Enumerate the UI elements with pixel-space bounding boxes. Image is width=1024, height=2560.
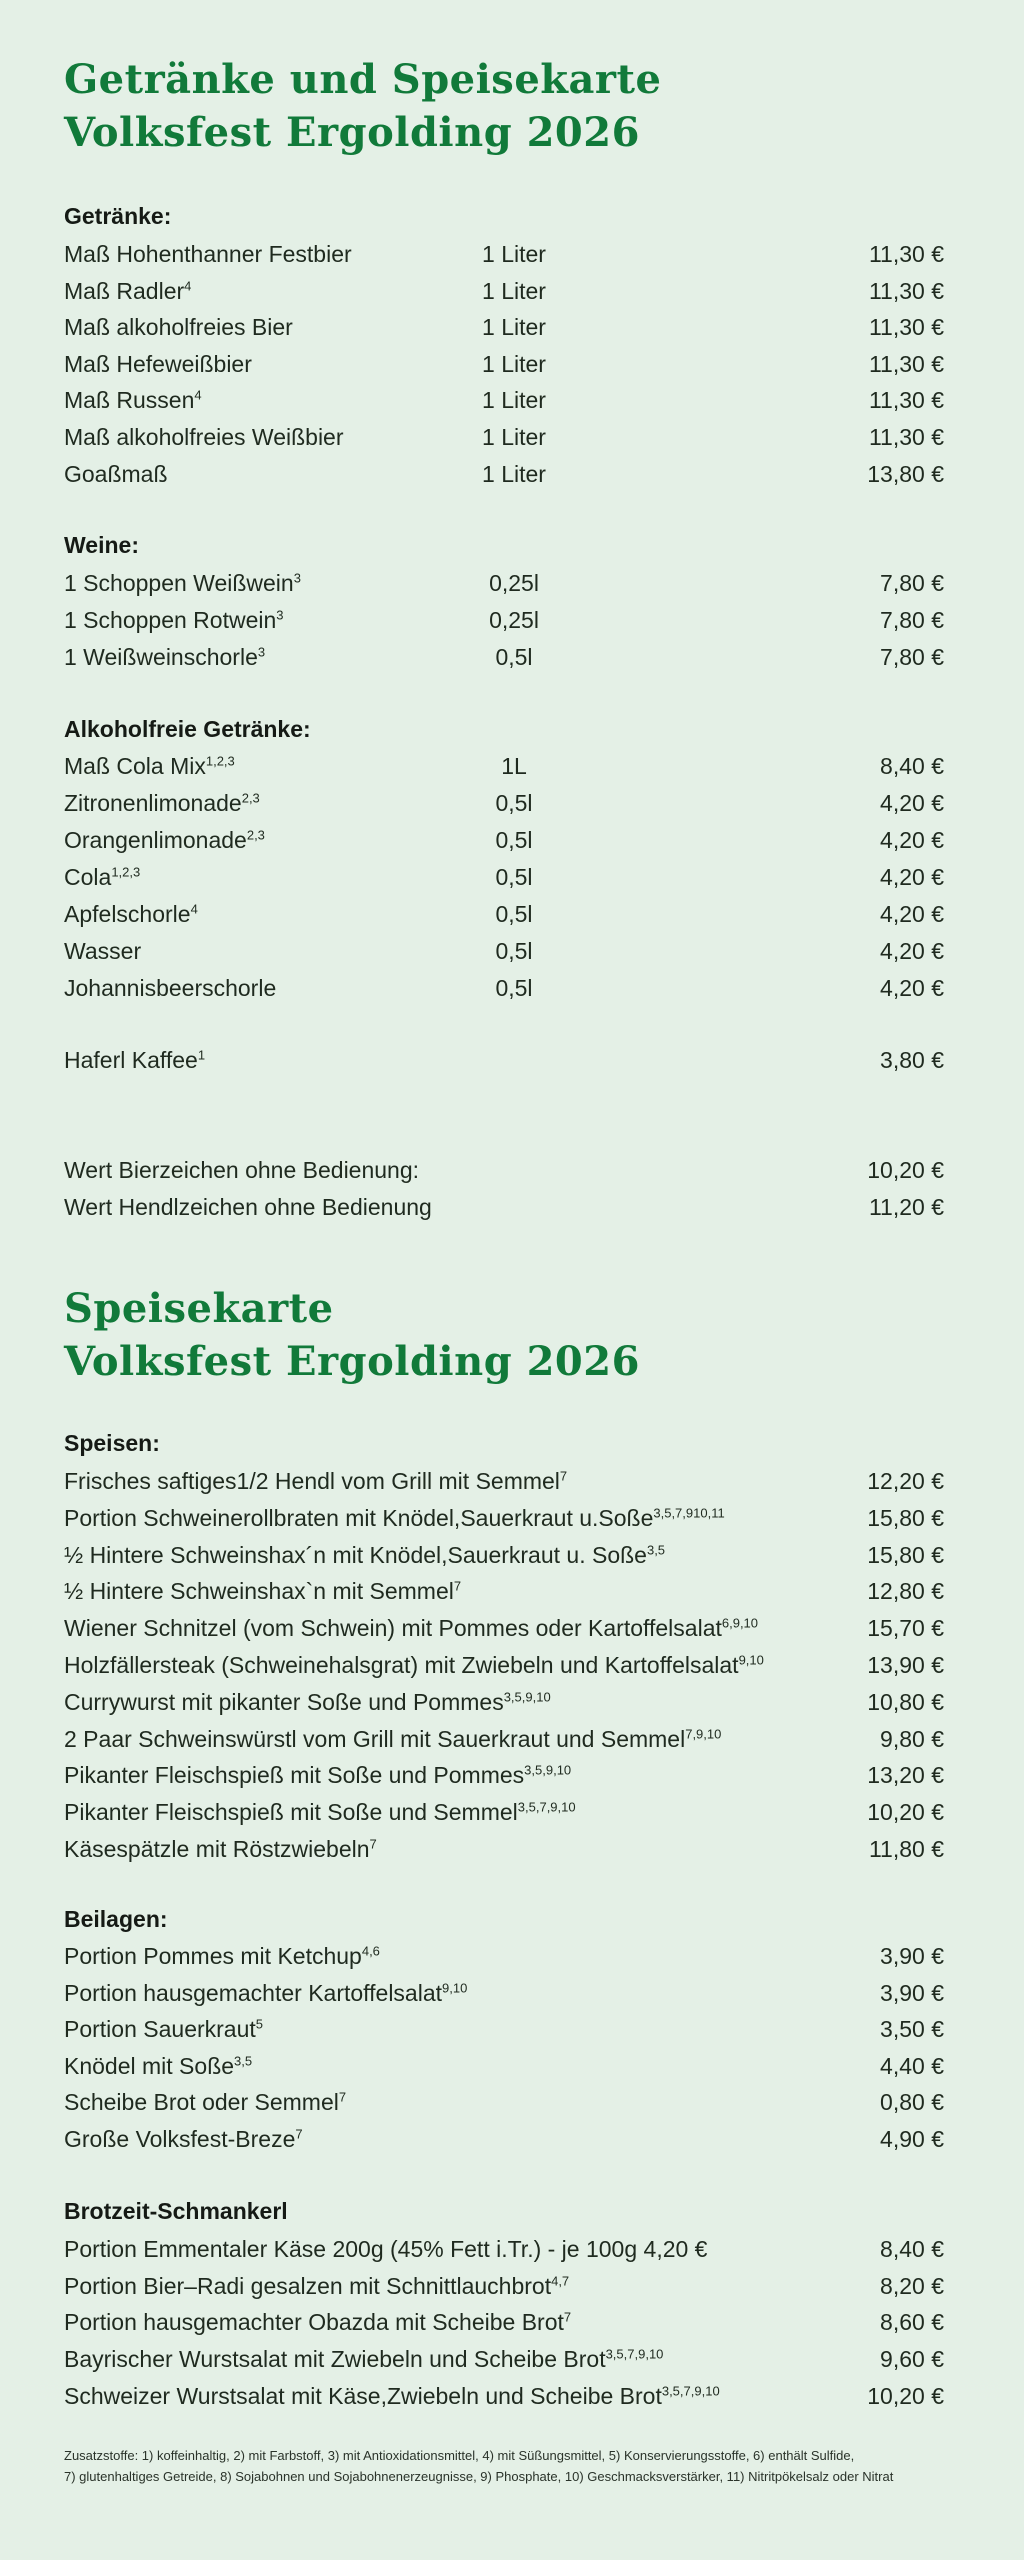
item-name-text: Wert Bierzeichen ohne Bedienung: bbox=[64, 1157, 420, 1183]
item-name bbox=[64, 2011, 263, 2047]
item-name-text: Frisches saftiges1/2 Hendl vom Grill mit Semmel bbox=[64, 1468, 560, 1494]
item-name bbox=[64, 1042, 205, 1078]
item-quantity: 0,5l bbox=[495, 864, 533, 890]
item-price: 13,20 € bbox=[867, 1762, 944, 1789]
item-price: 13,90 € bbox=[867, 1652, 944, 1678]
item-name bbox=[64, 748, 235, 784]
item-quantity: 0,25l bbox=[489, 607, 539, 633]
item-price: 11,80 € bbox=[868, 1836, 944, 1862]
item-name bbox=[64, 2048, 252, 2084]
item-quantity: 1 Liter bbox=[482, 424, 546, 450]
item-name-text: Portion Schweinerollbraten mit Knödel,Sauerkraut u.Soße bbox=[64, 1504, 654, 1531]
additive-marker: 7 bbox=[559, 1468, 568, 1484]
item-price: 10,20 € bbox=[867, 2382, 944, 2409]
item-price: 13,80 € bbox=[867, 460, 944, 487]
item-name-text: 2 Paar Schweinswürstl vom Grill mit Sauerkraut und Semmel bbox=[64, 1725, 686, 1752]
item-price: 3,90 € bbox=[880, 1979, 944, 2006]
item-name bbox=[64, 565, 301, 601]
menu-row bbox=[64, 822, 944, 858]
item-price: 11,30 € bbox=[868, 387, 944, 414]
item-name bbox=[64, 859, 140, 895]
additive-marker: 9,10 bbox=[442, 1979, 468, 1995]
item-price: 4,20 € bbox=[880, 975, 944, 1001]
item-price: 3,80 € bbox=[880, 1047, 944, 1073]
item-name-text: Currywurst mit pikanter Soße und Pommes bbox=[64, 1688, 504, 1715]
item-name bbox=[64, 382, 202, 418]
drinks-title-line2: Volksfest Ergolding 2026 bbox=[64, 109, 640, 156]
item-price: 12,80 € bbox=[867, 1578, 944, 1605]
food-title-line2: Volksfest Ergolding 2026 bbox=[64, 1338, 640, 1385]
item-price: 11,30 € bbox=[868, 350, 944, 377]
menu-row bbox=[64, 456, 944, 492]
menu-row bbox=[64, 1573, 944, 1609]
item-name-text: Portion hausgemachter Obazda mit Scheibe Brot bbox=[64, 2309, 564, 2336]
item-name-text: Maß alkoholfreies Weißbier bbox=[64, 424, 344, 450]
additive-marker: 3,5,7,9,10 bbox=[517, 1799, 576, 1815]
additive-marker: 9,10 bbox=[738, 1652, 764, 1668]
item-price: 15,80 € bbox=[867, 1504, 944, 1531]
item-name bbox=[64, 456, 168, 492]
item-name bbox=[64, 602, 284, 638]
additive-marker: 4 bbox=[190, 901, 198, 917]
item-name bbox=[64, 2231, 707, 2267]
item-name-text: Maß Russen bbox=[64, 387, 195, 414]
section-heading-brotzeit: Brotzeit-Schmankerl bbox=[64, 2198, 288, 2224]
item-price: 3,90 € bbox=[880, 1943, 944, 1969]
menu-row bbox=[64, 1610, 944, 1646]
item-price: 7,80 € bbox=[880, 644, 944, 670]
menu-row bbox=[64, 639, 944, 675]
item-name-text: Pikanter Fleischspieß mit Soße und Semmel bbox=[64, 1799, 518, 1826]
menu-row bbox=[64, 1721, 944, 1757]
menu-row bbox=[64, 2378, 944, 2414]
item-name bbox=[64, 822, 265, 858]
additive-marker: 7 bbox=[453, 1578, 462, 1594]
item-name bbox=[64, 1975, 467, 2011]
footnote-line1: Zusatzstoffe: 1) koffeinhaltig, 2) mit Farbstoff, 3) mit Antioxidationsmittel, 4) mit Süßungsmittel, 5) Konservierungsstoffe, 6) enthält Sulfide, bbox=[64, 2448, 855, 2463]
section-heading-weine: Weine: bbox=[64, 532, 139, 558]
section-heading-alkoholfrei: Alkoholfreie Getränke: bbox=[64, 716, 311, 742]
additive-marker: 1,2,3 bbox=[205, 753, 235, 769]
item-name bbox=[64, 1757, 571, 1793]
item-name bbox=[64, 273, 191, 309]
item-price: 10,20 € bbox=[867, 1799, 944, 1826]
item-price: 7,80 € bbox=[880, 570, 944, 596]
additive-marker: 6,9,10 bbox=[721, 1615, 759, 1631]
item-price: 4,20 € bbox=[880, 901, 944, 927]
item-quantity: 1 Liter bbox=[482, 350, 546, 377]
menu-row bbox=[64, 236, 944, 272]
item-name bbox=[64, 1537, 665, 1573]
menu-row bbox=[64, 1152, 944, 1188]
item-price: 7,80 € bbox=[880, 607, 944, 633]
menu-row bbox=[64, 859, 944, 895]
menu-row bbox=[64, 1757, 944, 1793]
item-name-text: Holzfällersteak (Schweinehalsgrat) mit Zwiebeln und Kartoffelsalat bbox=[64, 1652, 739, 1678]
item-quantity: 1 Liter bbox=[482, 314, 546, 341]
item-name bbox=[64, 2121, 303, 2157]
menu-row bbox=[64, 1794, 944, 1830]
section-heading-getraenke: Getränke: bbox=[64, 203, 172, 229]
item-price: 11,30 € bbox=[868, 314, 944, 341]
footnote-line2: 7) glutenhaltiges Getreide, 8) Sojabohnen und Sojabohnenerzeugnisse, 9) Phosphate, 10) Geschmacksverstärker, 11) Nitritpökelsalz oder Nitrat bbox=[64, 2469, 894, 2484]
item-quantity: 0,5l bbox=[495, 938, 533, 964]
item-name-text: Portion Bier–Radi gesalzen mit Schnittlauchbrot bbox=[64, 2272, 552, 2299]
additive-marker: 3,5 bbox=[234, 2053, 253, 2069]
menu-row bbox=[64, 1500, 944, 1536]
additive-marker: 2,3 bbox=[246, 827, 265, 843]
item-name bbox=[64, 1721, 721, 1757]
menu-row bbox=[64, 273, 944, 309]
item-price: 10,80 € bbox=[867, 1688, 944, 1715]
item-quantity: 1 Liter bbox=[482, 241, 546, 267]
additive-marker: 3 bbox=[257, 644, 266, 660]
menu-row bbox=[64, 896, 944, 932]
item-name bbox=[64, 933, 141, 969]
item-name-text: Portion Sauerkraut bbox=[64, 2016, 256, 2043]
menu-row bbox=[64, 1537, 944, 1573]
food-title-line1: Speisekarte bbox=[64, 1285, 334, 1332]
item-name-text: Zitronenlimonade bbox=[64, 790, 242, 816]
additive-marker: 3,5,7,9,10 bbox=[605, 2346, 664, 2362]
additive-marker: 7 bbox=[295, 2126, 303, 2142]
item-name bbox=[64, 2084, 346, 2120]
item-name bbox=[64, 1463, 567, 1499]
menu-row bbox=[64, 1831, 944, 1867]
item-price: 11,30 € bbox=[868, 424, 944, 450]
item-name-text: Portion Pommes mit Ketchup bbox=[64, 1943, 362, 1969]
item-quantity: 1 Liter bbox=[482, 277, 546, 304]
item-name bbox=[64, 236, 352, 272]
item-name-text: ½ Hintere Schweinshax´n mit Knödel,Sauerkraut u. Soße bbox=[64, 1541, 647, 1568]
item-name-text: Käsespätzle mit Röstzwiebeln bbox=[64, 1836, 370, 1862]
item-name bbox=[64, 2268, 569, 2304]
menu-row bbox=[64, 2011, 944, 2047]
item-name-text: 1 Schoppen Rotwein bbox=[64, 607, 277, 633]
item-name-text: Maß Hefeweißbier bbox=[64, 350, 252, 377]
menu-row bbox=[64, 1684, 944, 1720]
additive-marker: 1,2,3 bbox=[111, 864, 141, 880]
item-quantity: 1 Liter bbox=[482, 387, 546, 414]
menu-row bbox=[64, 1938, 944, 1974]
item-name bbox=[64, 785, 260, 821]
item-name-text: Maß Cola Mix bbox=[64, 753, 206, 779]
item-name bbox=[64, 1152, 419, 1188]
item-name-text: Maß Hohenthanner Festbier bbox=[64, 241, 352, 267]
item-price: 10,20 € bbox=[867, 1157, 944, 1183]
menu-row bbox=[64, 2304, 944, 2340]
menu-row bbox=[64, 419, 944, 455]
menu-row bbox=[64, 602, 944, 638]
item-name-text: 1 Weißweinschorle bbox=[64, 644, 258, 670]
section-heading-beilagen: Beilagen: bbox=[64, 1906, 168, 1932]
item-price: 4,20 € bbox=[880, 938, 944, 964]
item-name bbox=[64, 2341, 663, 2377]
item-price: 4,20 € bbox=[880, 864, 944, 890]
menu-row bbox=[64, 2084, 944, 2120]
additive-marker: 7 bbox=[563, 2309, 572, 2325]
menu-row bbox=[64, 748, 944, 784]
item-name bbox=[64, 1573, 461, 1609]
item-price: 8,40 € bbox=[880, 753, 944, 779]
item-name bbox=[64, 1610, 758, 1646]
menu-row bbox=[64, 933, 944, 969]
item-name bbox=[64, 1684, 551, 1720]
item-price: 8,60 € bbox=[880, 2309, 944, 2336]
item-name-text: Bayrischer Wurstsalat mit Zwiebeln und Scheibe Brot bbox=[64, 2346, 606, 2373]
additive-marker: 1 bbox=[197, 1047, 206, 1063]
item-name bbox=[64, 639, 265, 675]
item-name-text: Knödel mit Soße bbox=[64, 2052, 235, 2079]
menu-row bbox=[64, 346, 944, 382]
item-name bbox=[64, 1189, 432, 1225]
item-name-text: Orangenlimonade bbox=[64, 827, 247, 853]
item-name bbox=[64, 1794, 576, 1830]
menu-row bbox=[64, 565, 944, 601]
additive-marker: 3,5,7,910,11 bbox=[653, 1505, 725, 1521]
additive-marker: 3,5,9,10 bbox=[503, 1689, 551, 1705]
item-name-text: Portion Emmentaler Käse 200g (45% Fett i.Tr.) - je 100g 4,20 € bbox=[64, 2236, 708, 2262]
item-name-text: Wiener Schnitzel (vom Schwein) mit Pommes oder Kartoffelsalat bbox=[64, 1615, 722, 1642]
menu-row bbox=[64, 1189, 944, 1225]
additive-marker: 4,7 bbox=[551, 2273, 570, 2289]
item-name-text: Cola bbox=[64, 864, 112, 890]
menu-row bbox=[64, 1975, 944, 2011]
item-name-text: Goaßmaß bbox=[64, 460, 168, 487]
food-title bbox=[64, 1282, 640, 1388]
item-price: 4,20 € bbox=[880, 827, 944, 853]
menu-row bbox=[64, 2341, 944, 2377]
additive-marker: 4,6 bbox=[361, 1943, 380, 1959]
section-heading-speisen: Speisen: bbox=[64, 1430, 160, 1456]
item-name bbox=[64, 1500, 725, 1536]
additive-marker: 3,5,9,10 bbox=[524, 1762, 572, 1778]
item-name bbox=[64, 2304, 571, 2340]
item-quantity: 0,5l bbox=[495, 975, 533, 1001]
additive-marker: 7 bbox=[338, 2089, 347, 2105]
drinks-title-line1: Getränke und Speisekarte bbox=[64, 56, 662, 103]
additive-marker: 4 bbox=[184, 277, 192, 293]
menu-row bbox=[64, 785, 944, 821]
additive-marker: 7,9,10 bbox=[685, 1725, 722, 1741]
menu-row bbox=[64, 309, 944, 345]
additive-marker: 3 bbox=[276, 607, 284, 623]
item-price: 4,20 € bbox=[880, 790, 944, 816]
item-name-text: Pikanter Fleischspieß mit Soße und Pommes bbox=[64, 1762, 525, 1789]
item-name-text: Maß alkoholfreies Bier bbox=[64, 314, 293, 341]
item-quantity: 0,25l bbox=[489, 570, 539, 596]
menu-row bbox=[64, 1647, 944, 1683]
item-name bbox=[64, 1938, 380, 1974]
item-name bbox=[64, 346, 252, 382]
item-quantity: 0,5l bbox=[495, 901, 533, 927]
drinks-title bbox=[64, 53, 661, 159]
item-name-text: Wert Hendlzeichen ohne Bedienung bbox=[64, 1194, 432, 1220]
menu-row bbox=[64, 2231, 944, 2267]
item-price: 4,40 € bbox=[880, 2052, 944, 2079]
menu-row bbox=[64, 1042, 944, 1078]
item-name-text: ½ Hintere Schweinshax`n mit Semmel bbox=[64, 1578, 454, 1605]
item-name-text: Haferl Kaffee bbox=[64, 1047, 198, 1073]
item-name bbox=[64, 1647, 764, 1683]
footnote bbox=[64, 2445, 964, 2487]
menu-row bbox=[64, 970, 944, 1006]
item-name bbox=[64, 2378, 720, 2414]
item-price: 4,90 € bbox=[880, 2126, 944, 2152]
item-quantity: 0,5l bbox=[495, 790, 533, 816]
item-quantity: 1L bbox=[501, 753, 527, 779]
item-price: 0,80 € bbox=[880, 2089, 944, 2116]
item-price: 8,40 € bbox=[880, 2236, 944, 2262]
item-price: 11,30 € bbox=[868, 277, 944, 304]
item-name-text: Johannisbeerschorle bbox=[64, 975, 277, 1001]
item-name bbox=[64, 1831, 377, 1867]
item-price: 3,50 € bbox=[880, 2016, 944, 2043]
additive-marker: 7 bbox=[369, 1836, 377, 1852]
menu-row bbox=[64, 2121, 944, 2157]
item-name-text: Scheibe Brot oder Semmel bbox=[64, 2089, 339, 2116]
item-price: 12,20 € bbox=[867, 1468, 944, 1494]
item-name bbox=[64, 309, 293, 345]
menu-row bbox=[64, 2268, 944, 2304]
item-price: 15,70 € bbox=[867, 1615, 944, 1642]
menu-row bbox=[64, 382, 944, 418]
item-name-text: Maß Radler bbox=[64, 277, 185, 304]
item-name bbox=[64, 970, 276, 1006]
item-price: 11,20 € bbox=[868, 1194, 944, 1220]
item-price: 15,80 € bbox=[867, 1541, 944, 1568]
item-quantity: 0,5l bbox=[495, 827, 533, 853]
menu-row bbox=[64, 2048, 944, 2084]
additive-marker: 3 bbox=[293, 570, 301, 586]
item-price: 9,80 € bbox=[880, 1725, 944, 1752]
item-name bbox=[64, 896, 198, 932]
item-name-text: Große Volksfest-Breze bbox=[64, 2126, 296, 2152]
item-price: 9,60 € bbox=[880, 2346, 944, 2373]
item-name-text: Apfelschorle bbox=[64, 901, 191, 927]
additive-marker: 3,5 bbox=[646, 1541, 666, 1557]
additive-marker: 3,5,7,9,10 bbox=[661, 2383, 720, 2399]
item-price: 8,20 € bbox=[880, 2272, 944, 2299]
item-name-text: Wasser bbox=[64, 938, 142, 964]
item-name bbox=[64, 419, 344, 455]
additive-marker: 4 bbox=[194, 387, 202, 403]
item-quantity: 1 Liter bbox=[482, 460, 546, 487]
menu-row bbox=[64, 1463, 944, 1499]
item-name-text: 1 Schoppen Weißwein bbox=[64, 570, 294, 596]
item-quantity: 0,5l bbox=[495, 644, 533, 670]
item-name-text: Portion hausgemachter Kartoffelsalat bbox=[64, 1979, 443, 2006]
additive-marker: 2,3 bbox=[241, 790, 260, 806]
item-name-text: Schweizer Wurstsalat mit Käse,Zwiebeln und Scheibe Brot bbox=[64, 2382, 662, 2409]
item-price: 11,30 € bbox=[868, 241, 944, 267]
additive-marker: 5 bbox=[255, 2016, 264, 2032]
